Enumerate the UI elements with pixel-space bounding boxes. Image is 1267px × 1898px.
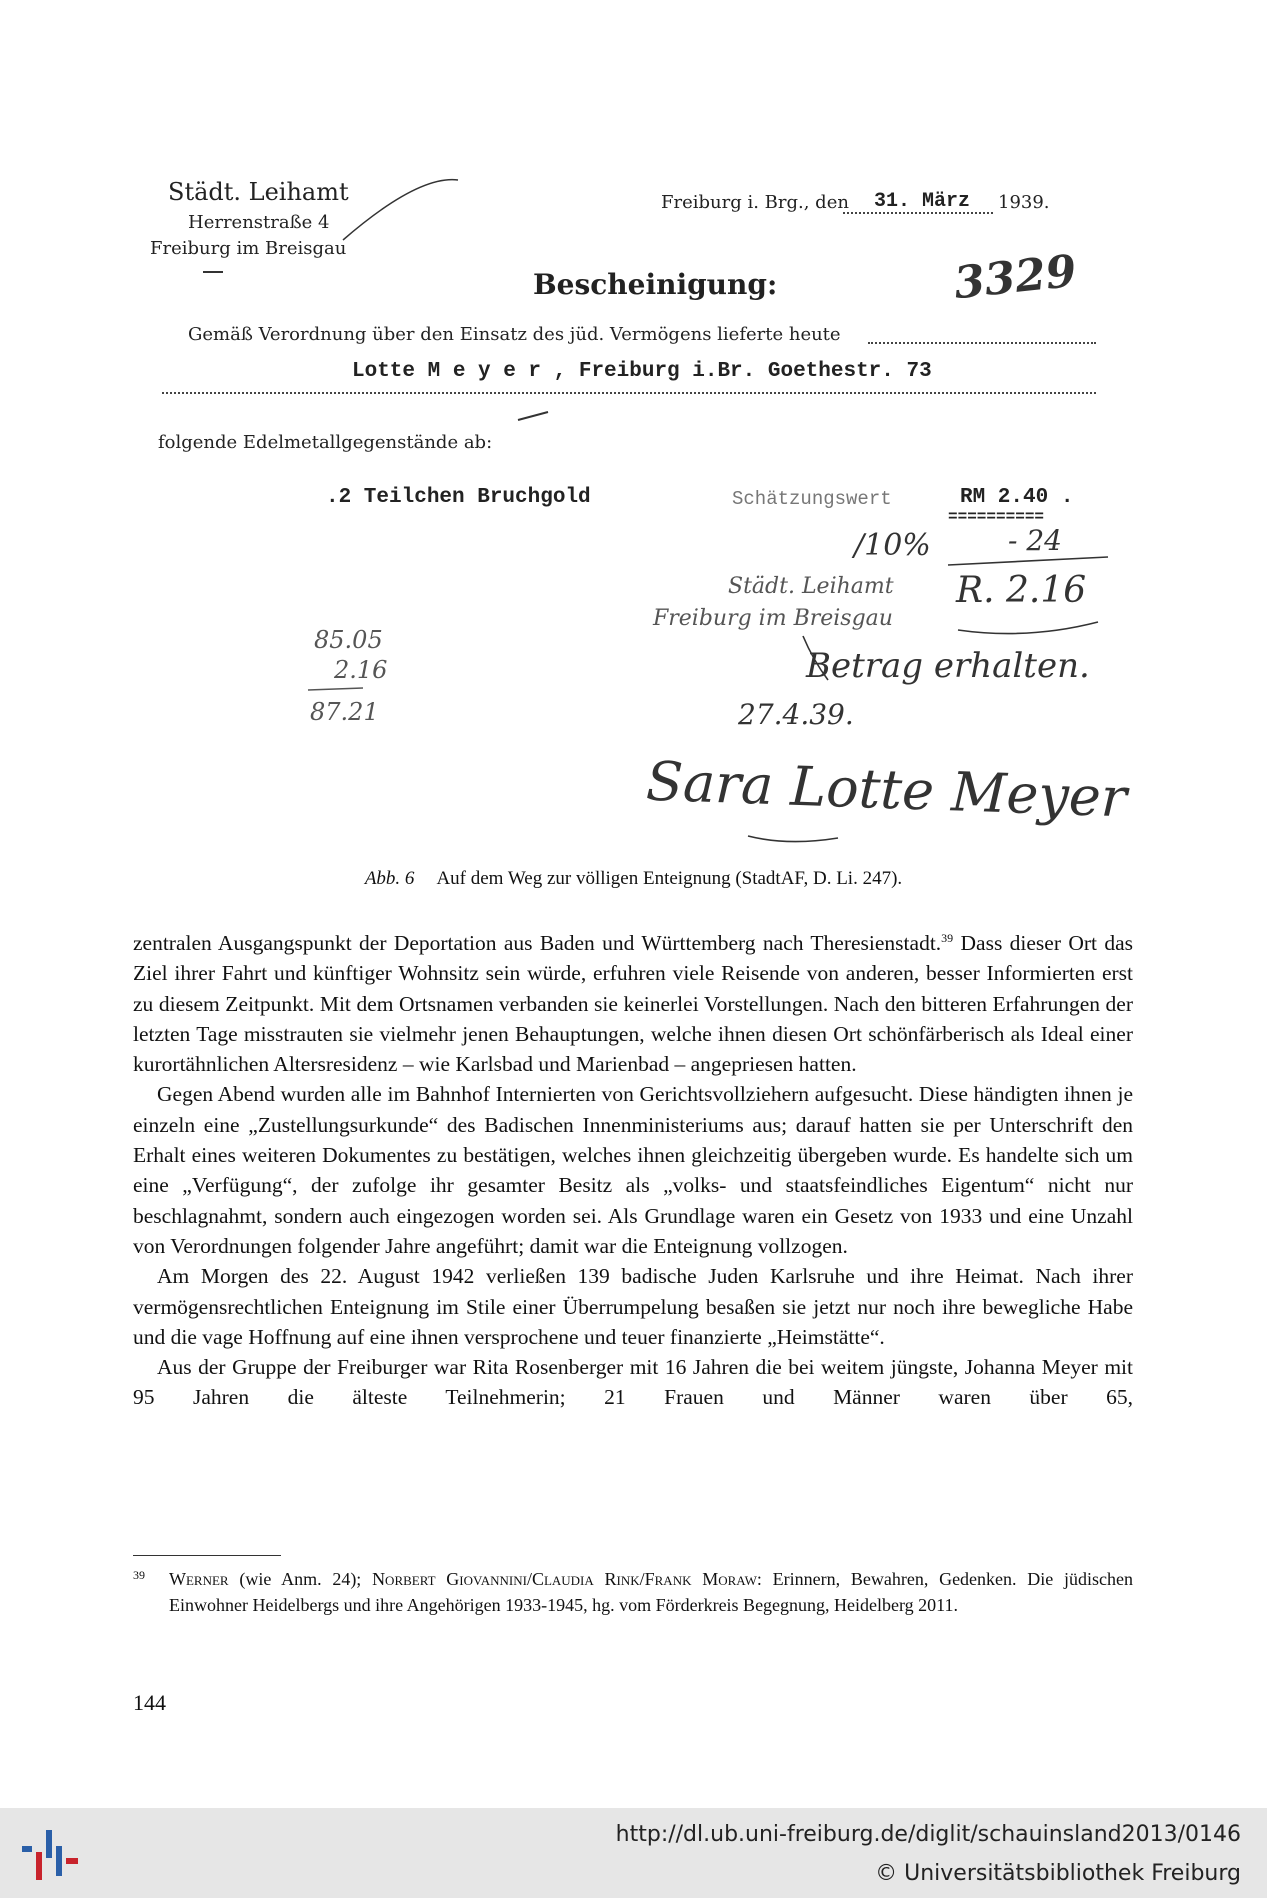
body-text bbox=[133, 928, 1133, 1413]
page-number: 144 bbox=[133, 1690, 166, 1715]
footer-bar bbox=[0, 1808, 1267, 1898]
office-street: Herrenstraße 4 bbox=[188, 212, 330, 233]
estimate-value: RM 2.40 . bbox=[960, 486, 1074, 509]
paragraph-1-rest: Dass dieser Ort das Ziel ihrer Fahrt und künftiger Wohnsitz sein würde, erfuhren viele Reisende von anderen, besser Informierten erst zu diesem Zeitpunkt. Mit dem Ortsnamen verbanden sie keinerlei Vorstellungen. Nach den bitteren Erfahrungen der letzten Tage misstrauten sie vielmehr jenen Behauptungen, welche ihnen diesen Ort schönfärberisch als Ideal einer kurortähnlichen Altersresidenz – wie Karlsbad und Marienbad – angepriesen hatten. bbox=[133, 931, 1133, 1077]
footnote bbox=[133, 1567, 1133, 1618]
paragraph-2: Gegen Abend wurden alle im Bahnhof Internierten von Gerichtsvollziehern aufgesucht. Diese händigten ihnen je einzeln eine „Zustellungsurkunde“ des Badischen Innenministeriums aus; darauf hatten sie per Unterschrift den Erhalt eines weiteren Dokumentes zu bestätigen, welches ihnen gleichzeitig übergeben wurde. Es handelte sich um eine „Verfügung“, der zufolge ihr gesamter Besitz als „volks- und staatsfeindliches Eigentum“ nicht nur beschlagnahmt, sondern auch eingezogen worden sei. Als Grundlage waren ein Gesetz von 1933 und eine Unzahl von Verordnungen folgender Jahre angeführt; damit war die Enteignung vollzogen. bbox=[133, 1082, 1133, 1258]
items-intro: folgende Edelmetallgegenstände ab: bbox=[158, 432, 493, 453]
place-date-prefix: Freiburg i. Brg., den bbox=[661, 192, 849, 213]
footnote-number: 39 bbox=[133, 1568, 145, 1582]
caption-text: Auf dem Weg zur völligen Enteignung (StadtAF, D. Li. 247). bbox=[436, 868, 903, 889]
stamp-office-name: Städt. Leihamt bbox=[728, 574, 894, 599]
date-value: 31. März bbox=[874, 190, 971, 213]
footnote-ref-1: (wie Anm. 24); bbox=[228, 1569, 373, 1589]
handwritten-receipt-note: Betrag erhalten. bbox=[806, 646, 1090, 686]
footnote-authors-2: Norbert Giovannini/Claudia Rink/Frank Moraw bbox=[372, 1569, 757, 1589]
footnote-separator bbox=[133, 1555, 281, 1556]
figure-caption bbox=[0, 868, 1267, 890]
stamp-office-city: Freiburg im Breisgau bbox=[653, 606, 893, 631]
estimate-underline: ========== bbox=[948, 508, 1045, 526]
handwritten-amount: R. 2.16 bbox=[956, 570, 1087, 611]
footnote-reference: 39 bbox=[941, 930, 954, 945]
date-year: 1939. bbox=[998, 192, 1050, 213]
footnote-rest: : Erinnern, Bewahren, Gedenken. Die jüdischen Einwohner Heidelbergs und ihre Angehörigen 1933-1945, hg. vom Förderkreis Begegnung, Heidelberg 2011. bbox=[169, 1569, 1133, 1615]
copyright-notice: © Universitätsbibliothek Freiburg bbox=[875, 1861, 1241, 1886]
handwritten-percent: /10% bbox=[854, 528, 931, 563]
file-number-handwritten: 3329 bbox=[951, 245, 1079, 310]
estimate-label: Schätzungswert bbox=[732, 488, 892, 510]
handwritten-calc-1: 85.05 bbox=[314, 626, 383, 654]
signature: Sara Lotte Meyer bbox=[645, 749, 1128, 830]
handwritten-receipt-date: 27.4.39. bbox=[738, 698, 854, 731]
office-name: Städt. Leihamt bbox=[168, 178, 349, 206]
paragraph-4: Aus der Gruppe der Freiburger war Rita Rosenberger mit 16 Jahren die bei weitem jüngste, Johanna Meyer mit 95 Jahren die älteste Teilnehmerin; 21 Frauen und Männer waren über 65, bbox=[133, 1355, 1133, 1410]
person-line: Lotte M e y e r , Freiburg i.Br. Goethestr. 73 bbox=[352, 360, 932, 383]
handwritten-calc-2: 2.16 bbox=[334, 656, 388, 684]
university-library-logo-icon[interactable] bbox=[20, 1828, 80, 1882]
ordinance-intro: Gemäß Verordnung über den Einsatz des jüd. Vermögens lieferte heute bbox=[188, 324, 841, 345]
document-title: Bescheinigung: bbox=[533, 268, 778, 301]
paragraph-1 bbox=[133, 928, 1133, 1079]
paragraph-3: Am Morgen des 22. August 1942 verließen 139 badische Juden Karlsruhe und ihre Heimat. Nach ihrer vermögensrechtlichen Enteignung im Stile einer Überrumpelung besaßen sie jetzt nur noch ihre bewegliche Habe und die vage Hoffnung auf eine ihnen versprochene und teuer finanzierte „Heimstätte“. bbox=[133, 1264, 1133, 1349]
caption-label: Abb. 6 bbox=[364, 868, 415, 889]
handwritten-strokes bbox=[148, 160, 1118, 860]
item-line: .2 Teilchen Bruchgold bbox=[326, 486, 591, 509]
footnote-author-1: Werner bbox=[169, 1569, 229, 1589]
paragraph-1-text: zentralen Ausgangspunkt der Deportation aus Baden und Württemberg nach Theresienstadt. bbox=[133, 931, 942, 955]
document-scan-figure bbox=[148, 160, 1128, 860]
handwritten-calc-3: 87.21 bbox=[310, 698, 379, 726]
handwritten-deduction: - 24 bbox=[1008, 524, 1062, 557]
permalink-url[interactable]: http://dl.ub.uni-freiburg.de/diglit/schauinsland2013/0146 bbox=[615, 1822, 1241, 1847]
office-city: Freiburg im Breisgau bbox=[150, 238, 347, 259]
